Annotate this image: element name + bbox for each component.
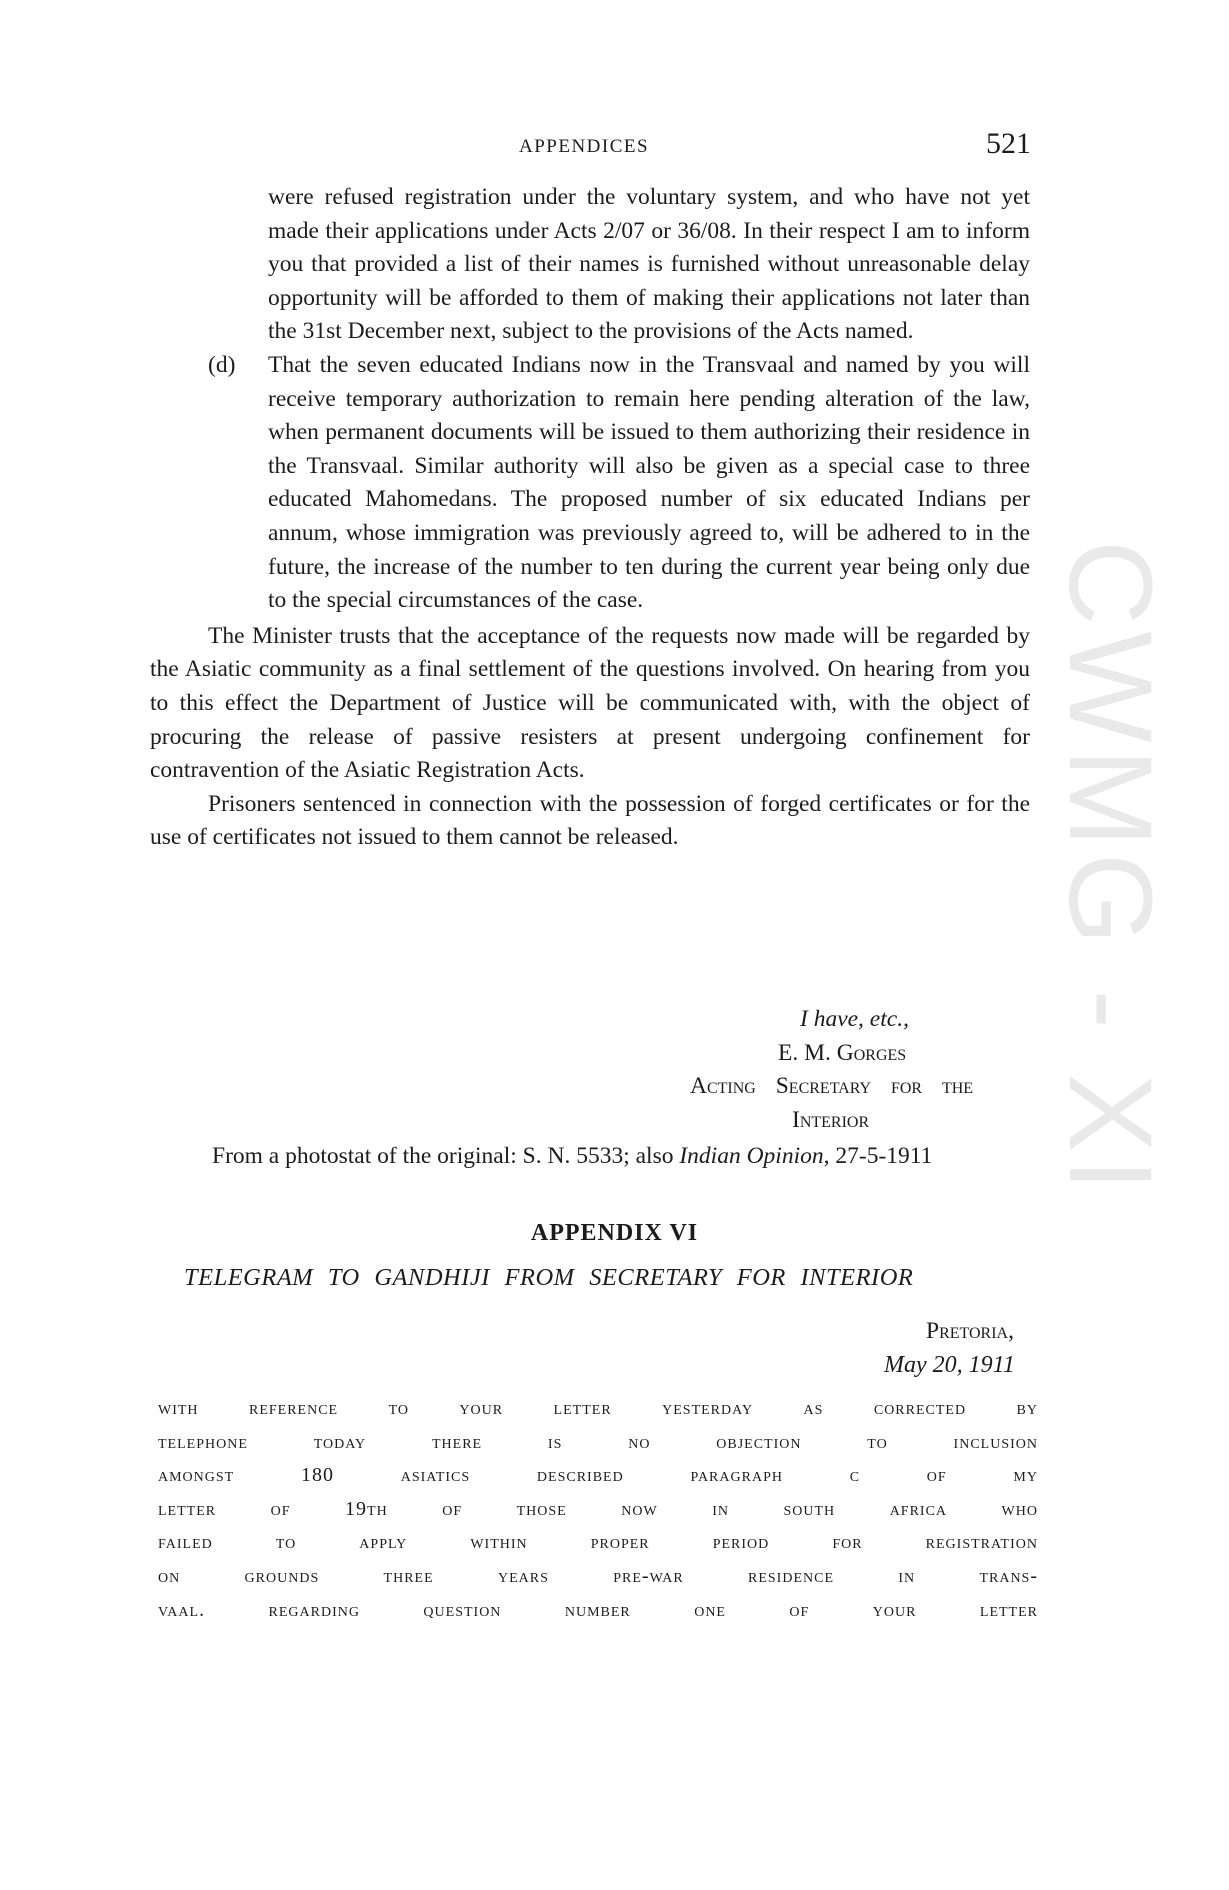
page-number: 521 xyxy=(986,127,1031,160)
telegram-line: amongst 180 asiatics described paragraph c of my xyxy=(158,1464,1038,1487)
source-publication: Indian Opinion xyxy=(679,1143,824,1169)
appendix-subtitle: TELEGRAM TO GANDHIJI FROM SECRETARY FOR INTERIOR xyxy=(184,1264,914,1291)
source-citation xyxy=(212,1143,932,1170)
item-c-continuation xyxy=(150,181,1030,349)
letter-body xyxy=(150,181,1030,855)
appendix-heading: APPENDIX VI xyxy=(530,1220,699,1246)
telegram-line: with reference to your letter yesterday as corrected by xyxy=(158,1397,1038,1419)
signatory-title-line1: Acting Secretary for the xyxy=(690,1073,974,1099)
telegram-line: vaal. regarding question number one of your letter xyxy=(158,1598,1038,1621)
telegram-body xyxy=(158,1392,1038,1627)
telegram-line: failed to apply within proper period for registration xyxy=(158,1531,1038,1554)
item-c-text: were refused registration under the voluntary system, and who have not yet made their applications under Acts 2/07 or 36/08. In their respect I am to inform you that provided a list of their names is furnished without unreasonable delay opportunity will be afforded to them of making their applications not later than the 31st December next, subject to the provisions of the Acts named. xyxy=(268,184,1030,345)
item-d-text: That the seven educated Indians now in the Transvaal and named by you will receive temporary authorization to remain here pending alteration of the law, when permanent documents will be issued to them authorizing their residence in the Transvaal. Similar authority will also be given as a special case to three educated Mahomedans. The proposed number of six educated Indians per annum, whose immigration was previously agreed to, will be adhered to in the future, the increase of the number to ten during the current year being only due to the special circumstances of the case. xyxy=(268,351,1030,614)
telegram-line: letter of 19th of those now in south africa who xyxy=(158,1497,1038,1520)
paragraph-minister: The Minister trusts that the acceptance of the requests now made will be regarded by the Asiatic community as a final settlement of the questions involved. On hearing from you to this effect the Department of Justice will be communicated with, with the object of procuring the release of passive resisters at present undergoing confinement for contravention of the Asiatic Registration Acts. xyxy=(150,622,1030,784)
item-d xyxy=(150,349,1030,618)
source-suffix: , 27-5-1911 xyxy=(823,1143,933,1169)
item-d-label: (d) xyxy=(208,351,236,378)
running-header: APPENDICES xyxy=(519,136,650,157)
telegram-date: May 20, 1911 xyxy=(884,1352,1015,1378)
telegram-line: on grounds three years pre-war residence in trans- xyxy=(158,1564,1038,1587)
source-prefix: From a photostat of the original: S. N. 5533; also xyxy=(212,1143,680,1169)
telegram-place: Pretoria, xyxy=(926,1318,1014,1344)
watermark-text: CWMG - XI xyxy=(1044,540,1176,1198)
signatory-title-line2: Interior xyxy=(792,1107,870,1133)
signatory-name: E. M. Gorges xyxy=(778,1040,907,1066)
paragraph-prisoners: Prisoners sentenced in connection with the possession of forged certificates or for the use of certificates not issued to them cannot be released. xyxy=(150,790,1030,851)
closing-salutation: I have, etc., xyxy=(800,1006,909,1032)
telegram-line: telephone today there is no objection to inclusion xyxy=(158,1430,1038,1453)
